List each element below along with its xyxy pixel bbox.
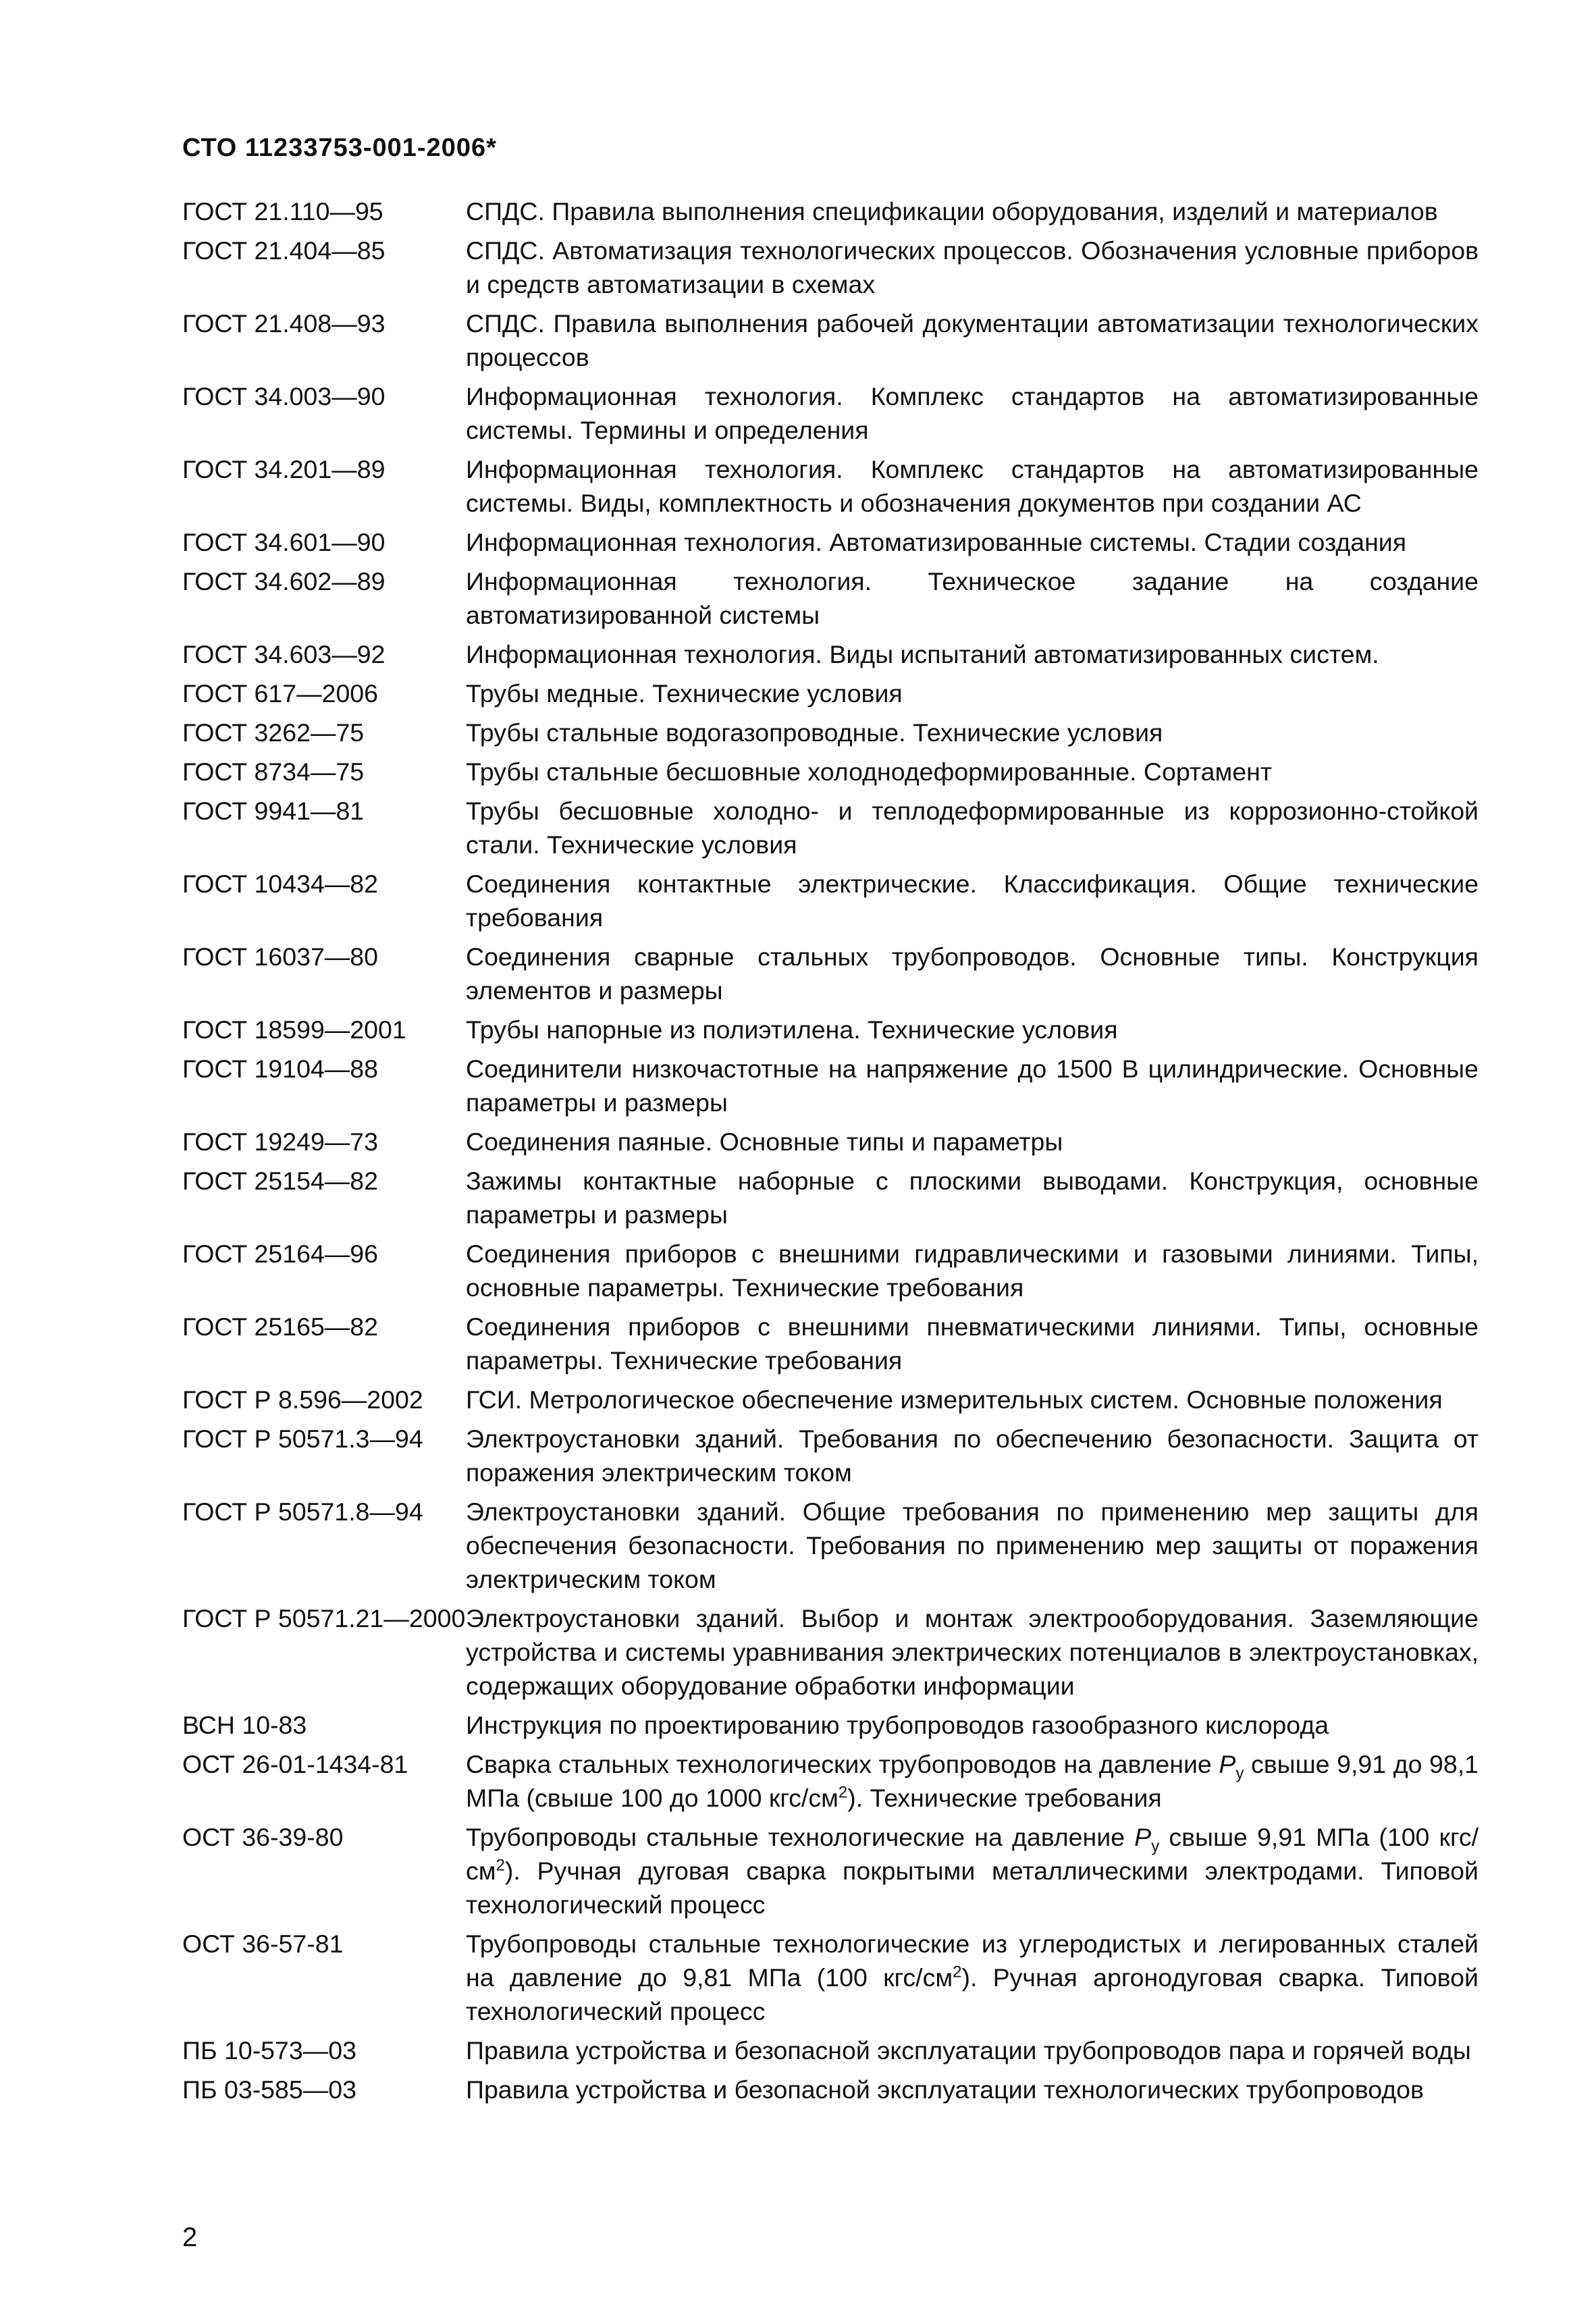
reference-code: ГОСТ 34.601—90 <box>182 528 385 556</box>
reference-title: Зажимы контактные наборные с плоскими выводами. Конструкция, основные параметры и размеры <box>466 1167 1479 1229</box>
reference-code: ОСТ 26-01-1434-81 <box>182 1750 408 1778</box>
reference-row <box>182 1422 1479 1489</box>
reference-code: ГОСТ 9941—81 <box>182 797 365 825</box>
reference-title: ГСИ. Метрологическое обеспечение измерительных систем. Основные положения <box>466 1385 1443 1414</box>
reference-title: Трубопроводы стальные технологические из углеродистых и легированных сталей на давление до 9,81 МПа (100 кгс/$см^2$). Ручная аргонодуговая сварка. Типовой технологический процесс <box>466 1930 1479 2025</box>
reference-row <box>182 1747 1479 1815</box>
reference-row <box>182 1927 1479 2028</box>
reference-title: Соединения приборов с внешними гидравлическими и газовыми линиями. Типы, основные параметры. Технические требования <box>466 1240 1479 1302</box>
reference-code: ПБ 10-573—03 <box>182 2036 356 2065</box>
reference-code: ГОСТ 34.603—92 <box>182 640 385 668</box>
reference-title: Информационная технология. Техническое задание на создание автоматизированной системы <box>466 567 1479 629</box>
reference-row <box>182 1164 1479 1231</box>
reference-title: СПДС. Правила выполнения рабочей документации автоматизации технологических процессов <box>466 309 1479 371</box>
reference-code: ГОСТ 16037—80 <box>182 942 379 971</box>
reference-title: СПДС. Автоматизация технологических процессов. Обозначения условные приборов и средств автоматизации в схемах <box>466 236 1479 298</box>
reference-title: Соединители низкочастотные на напряжение до 1500 В цилиндрические. Основные параметры и размеры <box>466 1055 1479 1117</box>
reference-code: ГОСТ 34.201—89 <box>182 455 385 483</box>
page-number: 2 <box>182 2223 198 2252</box>
reference-row <box>182 637 1479 671</box>
reference-title: СПДС. Правила выполнения спецификации оборудования, изделий и материалов <box>466 197 1438 225</box>
reference-row <box>182 1383 1479 1416</box>
reference-row <box>182 1013 1479 1046</box>
reference-code: ГОСТ 34.003—90 <box>182 382 385 410</box>
reference-code: ГОСТ 25164—96 <box>182 1240 379 1268</box>
reference-row <box>182 940 1479 1007</box>
reference-row <box>182 525 1479 559</box>
reference-title: Информационная технология. Комплекс стандартов на автоматизированные системы. Виды, комплектность и обозначения документов при создании АС <box>466 455 1479 517</box>
document-header: СТО 11233753-001-2006* <box>182 134 497 162</box>
reference-title: Информационная технология. Виды испытаний автоматизированных систем. <box>466 640 1379 668</box>
reference-title: Электроустановки зданий. Требования по обеспечению безопасности. Защита от поражения электрическим током <box>466 1425 1479 1487</box>
reference-row <box>182 1125 1479 1159</box>
reference-title: Соединения сварные стальных трубопроводов. Основные типы. Конструкция элементов и размеры <box>466 942 1479 1005</box>
reference-code: ГОСТ 25154—82 <box>182 1167 379 1195</box>
reference-code: ОСТ 36-57-81 <box>182 1930 344 1958</box>
reference-row <box>182 452 1479 520</box>
reference-row <box>182 1052 1479 1119</box>
reference-code: ГОСТ Р 50571.3—94 <box>182 1425 423 1453</box>
reference-row <box>182 1310 1479 1377</box>
reference-code: ГОСТ 3262—75 <box>182 718 365 747</box>
reference-title: Соединения паяные. Основные типы и параметры <box>466 1127 1063 1156</box>
reference-row <box>182 1601 1479 1703</box>
reference-title: Трубы напорные из полиэтилена. Технические условия <box>466 1015 1118 1044</box>
reference-row <box>182 1237 1479 1304</box>
reference-title: Электроустановки зданий. Выбор и монтаж электрооборудования. Заземляющие устройства и системы уравнивания электрических потенциалов в электроустановках, содержащих оборудование обработки информации <box>466 1604 1479 1700</box>
reference-code: ГОСТ 8734—75 <box>182 757 365 786</box>
reference-code: ГОСТ 21.408—93 <box>182 309 385 338</box>
reference-code: ГОСТ 19104—88 <box>182 1055 379 1083</box>
reference-title: Правила устройства и безопасной эксплуатации технологических трубопроводов <box>466 2075 1424 2104</box>
reference-code: ГОСТ 19249—73 <box>182 1127 379 1156</box>
reference-code: ГОСТ 34.602—89 <box>182 567 385 595</box>
reference-title: Трубы бесшовные холодно- и теплодеформированные из коррозионно-стойкой стали. Технические условия <box>466 797 1479 859</box>
reference-row <box>182 2073 1479 2106</box>
reference-title: Трубы медные. Технические условия <box>466 679 903 708</box>
reference-code: ГОСТ 25165—82 <box>182 1312 379 1341</box>
reference-title: Информационная технология. Комплекс стандартов на автоматизированные системы. Термины и определения <box>466 382 1479 444</box>
reference-row <box>182 1708 1479 1742</box>
reference-title: Соединения контактные электрические. Классификация. Общие технические требования <box>466 870 1479 932</box>
reference-code: ГОСТ 21.404—85 <box>182 236 385 265</box>
reference-row <box>182 307 1479 374</box>
reference-row <box>182 676 1479 710</box>
reference-row <box>182 2033 1479 2067</box>
reference-row <box>182 716 1479 749</box>
reference-row <box>182 867 1479 934</box>
reference-row <box>182 1495 1479 1596</box>
reference-code: ОСТ 36-39-80 <box>182 1823 344 1851</box>
reference-title: Электроустановки зданий. Общие требования по применению мер защиты для обеспечения безопасности. Требования по применению мер защиты от поражения электрическим током <box>466 1497 1479 1593</box>
reference-title: Инструкция по проектированию трубопроводов газообразного кислорода <box>466 1711 1329 1739</box>
reference-code: ВСН 10-83 <box>182 1711 307 1739</box>
reference-title: Трубопроводы стальные технологические на давление $Р_у$ свыше 9,91 МПа (100 кгс/$см^2$). Ручная дуговая сварка покрытыми металлическими электродами. Типовой технологический процесс <box>466 1823 1479 1919</box>
reference-row <box>182 1820 1479 1921</box>
reference-title: Соединения приборов с внешними пневматическими линиями. Типы, основные параметры. Технические требования <box>466 1312 1479 1375</box>
reference-row <box>182 194 1479 228</box>
reference-code: ГОСТ 21.110—95 <box>182 197 383 225</box>
reference-title: Правила устройства и безопасной эксплуатации трубопроводов пара и горячей воды <box>466 2036 1471 2065</box>
reference-row <box>182 755 1479 789</box>
reference-title: Трубы стальные бесшовные холоднодеформированные. Сортамент <box>466 757 1273 786</box>
reference-row <box>182 564 1479 632</box>
reference-code: ГОСТ Р 50571.8—94 <box>182 1497 423 1526</box>
reference-row <box>182 794 1479 861</box>
reference-code: ГОСТ Р 50571.21—2000 <box>182 1604 466 1632</box>
reference-title: Информационная технология. Автоматизированные системы. Стадии создания <box>466 528 1407 556</box>
references-list <box>182 194 1479 2112</box>
reference-title: Сварка стальных технологических трубопроводов на давление $Р_у$ свыше 9,91 до 98,1 МПа (свыше 100 до 1000 кгс/$см^2$). Технические требования <box>466 1750 1479 1812</box>
reference-row <box>182 379 1479 447</box>
reference-row <box>182 234 1479 301</box>
reference-code: ГОСТ 617—2006 <box>182 679 379 708</box>
reference-title: Трубы стальные водогазопроводные. Технические условия <box>466 718 1163 747</box>
reference-code: ГОСТ 10434—82 <box>182 870 379 898</box>
reference-code: ГОСТ Р 8.596—2002 <box>182 1385 423 1414</box>
reference-code: ГОСТ 18599—2001 <box>182 1015 406 1044</box>
reference-code: ПБ 03-585—03 <box>182 2075 356 2104</box>
